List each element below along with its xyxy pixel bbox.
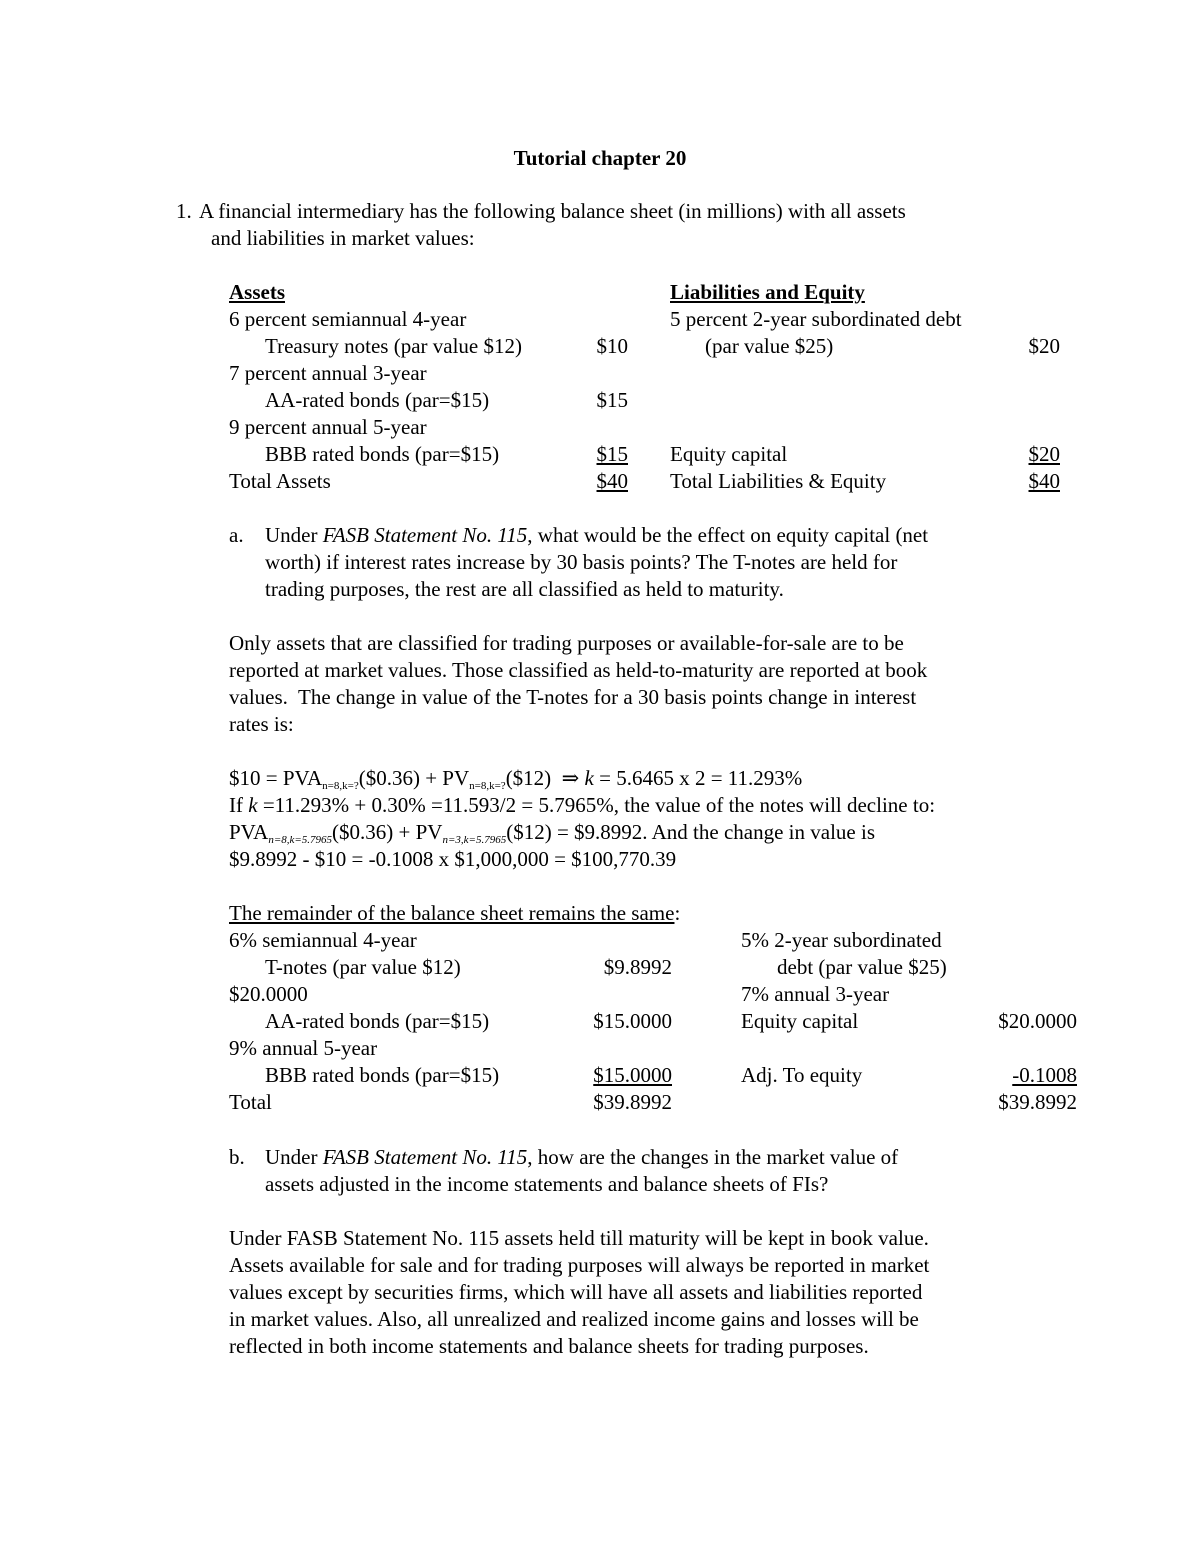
calculation-line: If k =11.293% + 0.30% =11.593/2 = 5.7965%, the value of the notes will decline to: bbox=[229, 793, 936, 817]
question-text-line: A financial intermediary has the following balance sheet (in millions) with all assets bbox=[199, 199, 906, 223]
asset-line: AA-rated bonds (par=$15) bbox=[265, 388, 490, 412]
liability-line: debt (par value $25) bbox=[777, 955, 947, 979]
calculation-line: $PVA_{n=8,k=5.7965}(\$0.36)$ + $PV_{n=3,k=5.7965}(\$12)$ = $9.8992. And the change in value is bbox=[229, 820, 875, 846]
calculation-line: $9.8992 - $10 = -0.1008 x $1,000,000 = $100,770.39 bbox=[229, 847, 677, 871]
asset-line: 9 percent annual 5-year bbox=[229, 415, 427, 439]
liability-line: (par value $25) bbox=[705, 334, 834, 358]
misplaced-value: $20.0000 bbox=[229, 982, 308, 1006]
balance-intro: The remainder of the balance sheet remains the same: bbox=[229, 901, 681, 925]
part-question-line: assets adjusted in the income statements and balance sheets of FIs? bbox=[265, 1172, 829, 1196]
equity-label: Equity capital bbox=[670, 442, 788, 466]
total-label: Total bbox=[229, 1090, 272, 1114]
part-question-line: worth) if interest rates increase by 30 basis points? The T-notes are held for bbox=[265, 550, 898, 574]
answer-line: Under FASB Statement No. 115 assets held till maturity will be kept in book value. bbox=[229, 1226, 929, 1250]
liability-line: 5% 2-year subordinated bbox=[741, 928, 942, 952]
equity-value: $20 bbox=[1028, 442, 1060, 466]
asset-line: 6% semiannual 4-year bbox=[229, 928, 417, 952]
asset-value: $15.0000 bbox=[593, 1009, 672, 1033]
asset-line: AA-rated bonds (par=$15) bbox=[265, 1009, 490, 1033]
question-text-line: and liabilities in market values: bbox=[211, 226, 475, 250]
total-le-value: $40 bbox=[1028, 469, 1060, 493]
calculation-line: $10 = $PVA_{n=8,k=?}(\$0.36)$ + $PV_{n=8,k=?}(\$12)$ ⇒ k = 5.6465 x 2 = 11.293% bbox=[229, 766, 803, 792]
part-question-line: Under FASB Statement No. 115, what would be the effect on equity capital (net bbox=[265, 523, 929, 547]
answer-line: values except by securities firms, which will have all assets and liabilities reported bbox=[229, 1280, 923, 1304]
asset-line: 6 percent semiannual 4-year bbox=[229, 307, 467, 331]
answer-line: Only assets that are classified for trading purposes or available-for-sale are to be bbox=[229, 631, 904, 655]
liabilities-header: Liabilities and Equity bbox=[670, 280, 865, 304]
asset-line: 9% annual 5-year bbox=[229, 1036, 378, 1060]
adjustment-value: -0.1008 bbox=[1012, 1063, 1077, 1087]
page-title: Tutorial chapter 20 bbox=[513, 146, 687, 170]
part-label: b. bbox=[229, 1145, 245, 1169]
asset-value: $9.8992 bbox=[603, 955, 672, 979]
answer-line: in market values. Also, all unrealized and realized income gains and losses will be bbox=[229, 1307, 919, 1331]
liability-line: 5 percent 2-year subordinated debt bbox=[670, 307, 962, 331]
asset-value: $10 bbox=[596, 334, 628, 358]
asset-value: $15 bbox=[596, 442, 628, 466]
answer-line: reported at market values. Those classified as held-to-maturity are reported at book bbox=[229, 658, 928, 682]
adjustment-label: Adj. To equity bbox=[741, 1063, 863, 1087]
total-assets-value: $40 bbox=[596, 469, 628, 493]
equity-value: $20.0000 bbox=[998, 1009, 1077, 1033]
asset-value: $15 bbox=[596, 388, 628, 412]
answer-line: rates is: bbox=[229, 712, 294, 736]
part-question-line: trading purposes, the rest are all classified as held to maturity. bbox=[265, 577, 784, 601]
asset-line: BBB rated bonds (par=$15) bbox=[265, 442, 500, 466]
total-assets-value: $39.8992 bbox=[593, 1090, 672, 1114]
assets-header: Assets bbox=[229, 280, 285, 304]
equity-label: Equity capital bbox=[741, 1009, 859, 1033]
asset-line: BBB rated bonds (par=$15) bbox=[265, 1063, 500, 1087]
total-le-value: $39.8992 bbox=[998, 1090, 1077, 1114]
question-number: 1. bbox=[176, 199, 192, 223]
answer-line: values. The change in value of the T-notes for a 30 basis points change in interest bbox=[229, 685, 917, 709]
asset-line: 7 percent annual 3-year bbox=[229, 361, 427, 385]
part-question-line: Under FASB Statement No. 115, how are the changes in the market value of bbox=[265, 1145, 899, 1169]
total-assets-label: Total Assets bbox=[229, 469, 331, 493]
asset-value: $15.0000 bbox=[593, 1063, 672, 1087]
asset-line: T-notes (par value $12) bbox=[265, 955, 461, 979]
liability-value: $20 bbox=[1028, 334, 1060, 358]
asset-line: 7% annual 3-year bbox=[741, 982, 890, 1006]
answer-line: reflected in both income statements and balance sheets for trading purposes. bbox=[229, 1334, 869, 1358]
answer-line: Assets available for sale and for trading purposes will always be reported in market bbox=[229, 1253, 930, 1277]
part-label: a. bbox=[229, 523, 244, 547]
total-le-label: Total Liabilities & Equity bbox=[670, 469, 887, 493]
asset-line: Treasury notes (par value $12) bbox=[265, 334, 522, 358]
